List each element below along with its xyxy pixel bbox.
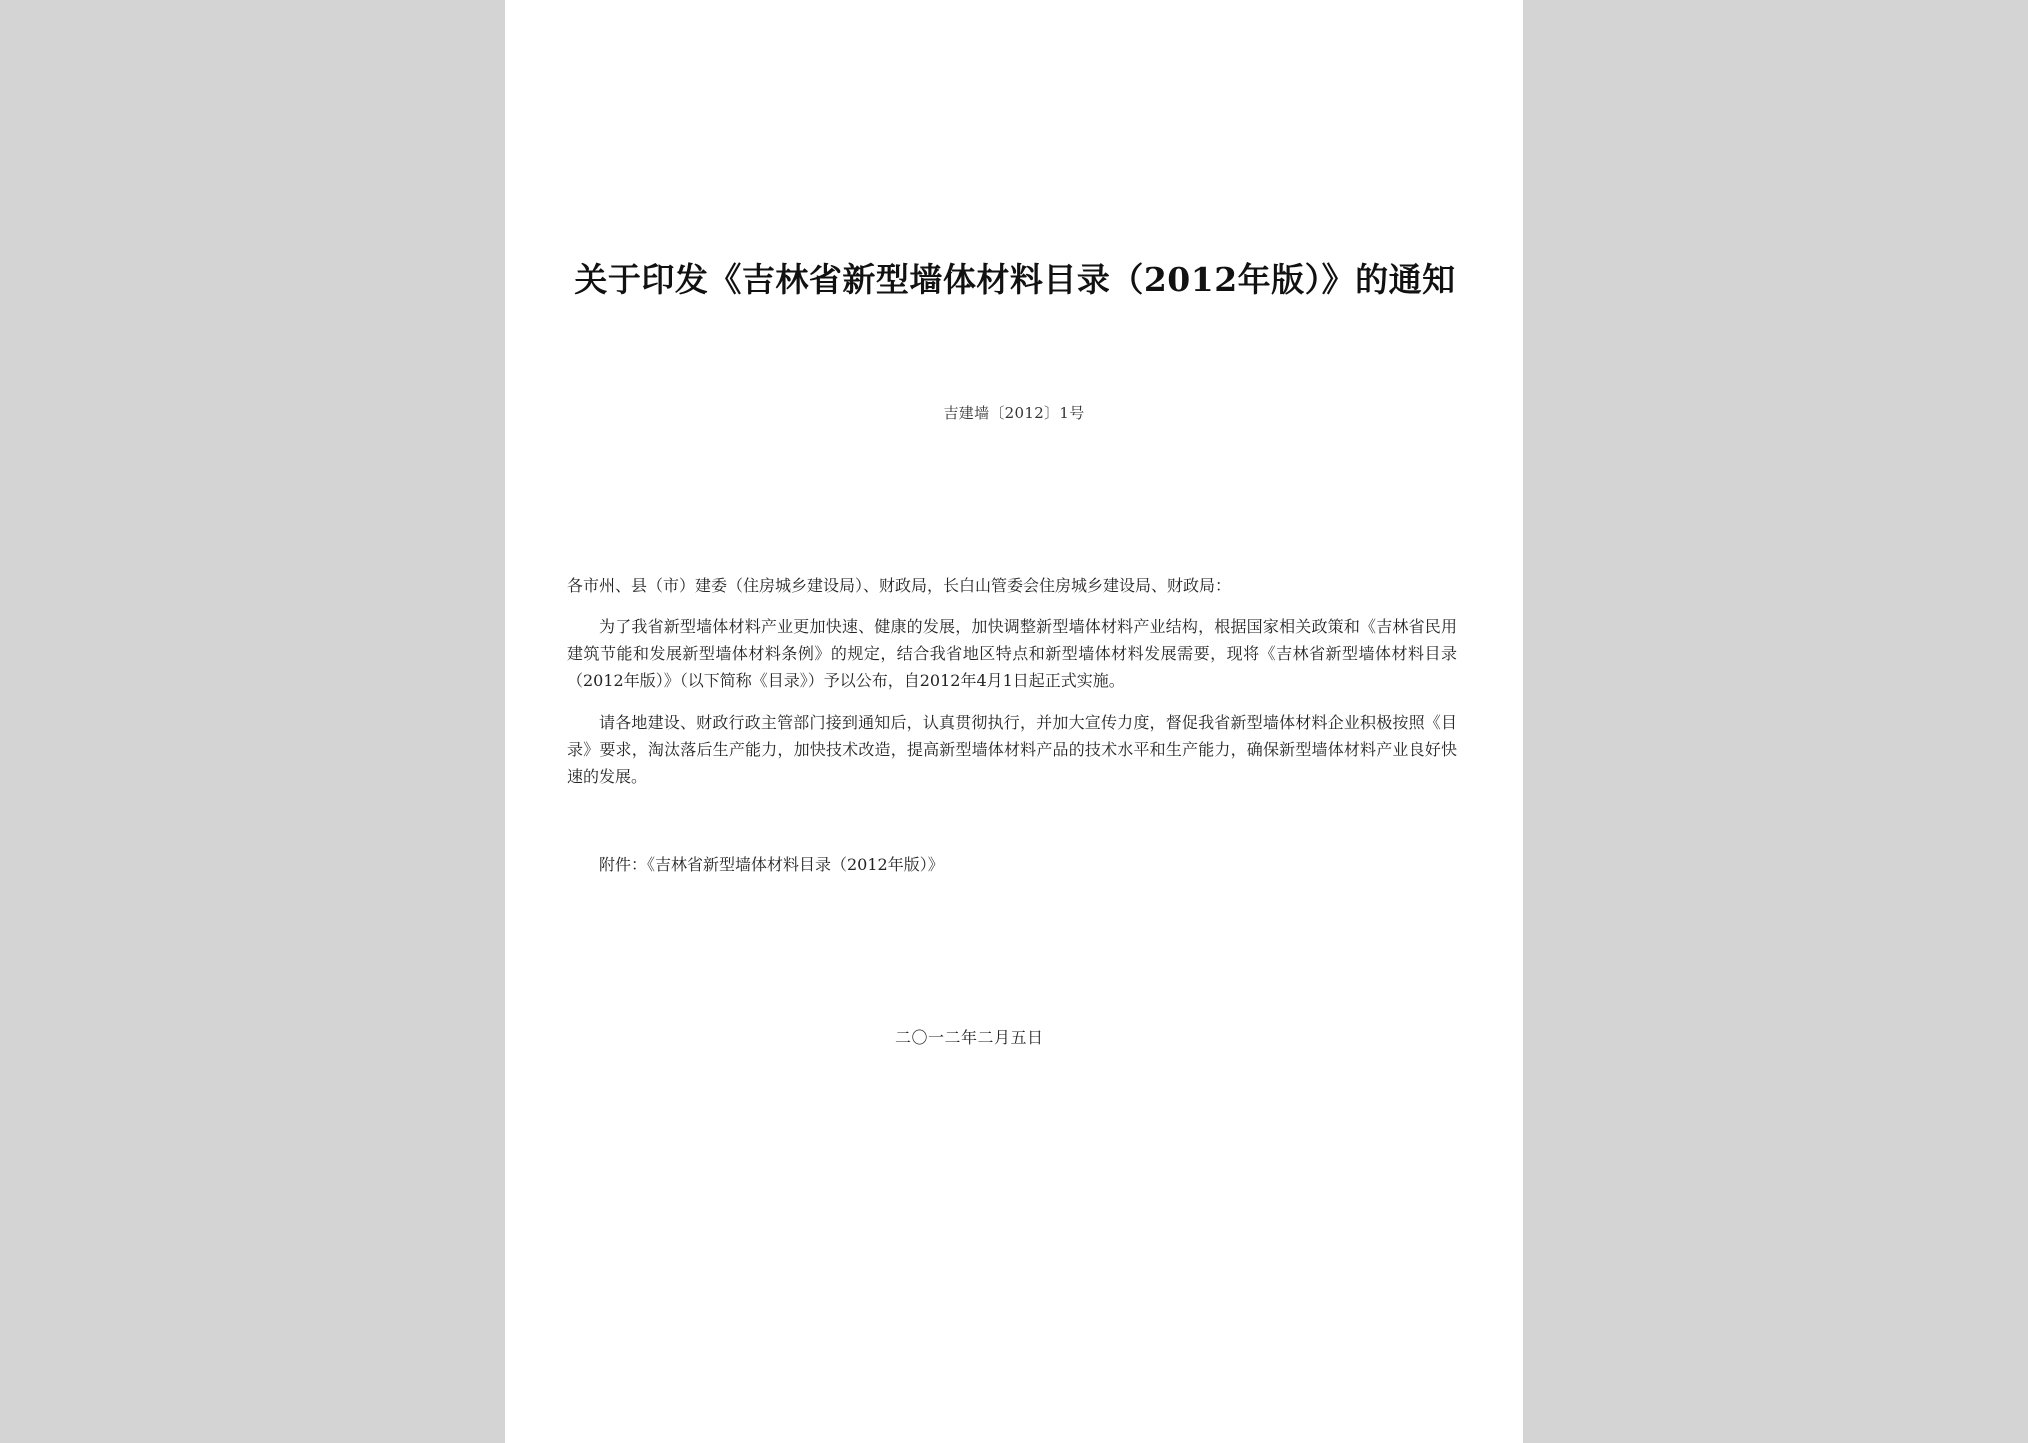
document-page (505, 0, 1523, 1443)
document-number: 吉建墙〔2012〕1号 (943, 404, 1085, 422)
body-paragraph-1: 为了我省新型墙体材料产业更加快速、健康的发展，加快调整新型墙体材料产业结构，根据国家相关政策和《吉林省民用建筑节能和发展新型墙体材料条例》的规定，结合我省地区特点和新型墙体材料发展需要，现将《吉林省新型墙体材料目录（2012年版）》（以下简称《目录》）予以公布，自2012年4月1日起正式实施。 (567, 617, 1457, 690)
salutation: 各市州、县（市）建委（住房城乡建设局）、财政局，长白山管委会住房城乡建设局、财政局： (567, 576, 1232, 595)
issue-date: 二〇一二年二月五日 (895, 1028, 1044, 1047)
body-paragraph-2: 请各地建设、财政行政主管部门接到通知后，认真贯彻执行，并加大宣传力度，督促我省新型墙体材料企业积极按照《目录》要求，淘汰落后生产能力，加快技术改造，提高新型墙体材料产品的技术水平和生产能力，确保新型墙体材料产业良好快速的发展。 (567, 713, 1457, 786)
attachment-line: 附件：《吉林省新型墙体材料目录（2012年版）》 (599, 855, 944, 874)
document-title: 关于印发《吉林省新型墙体材料目录（2012年版）》的通知 (574, 260, 1456, 299)
